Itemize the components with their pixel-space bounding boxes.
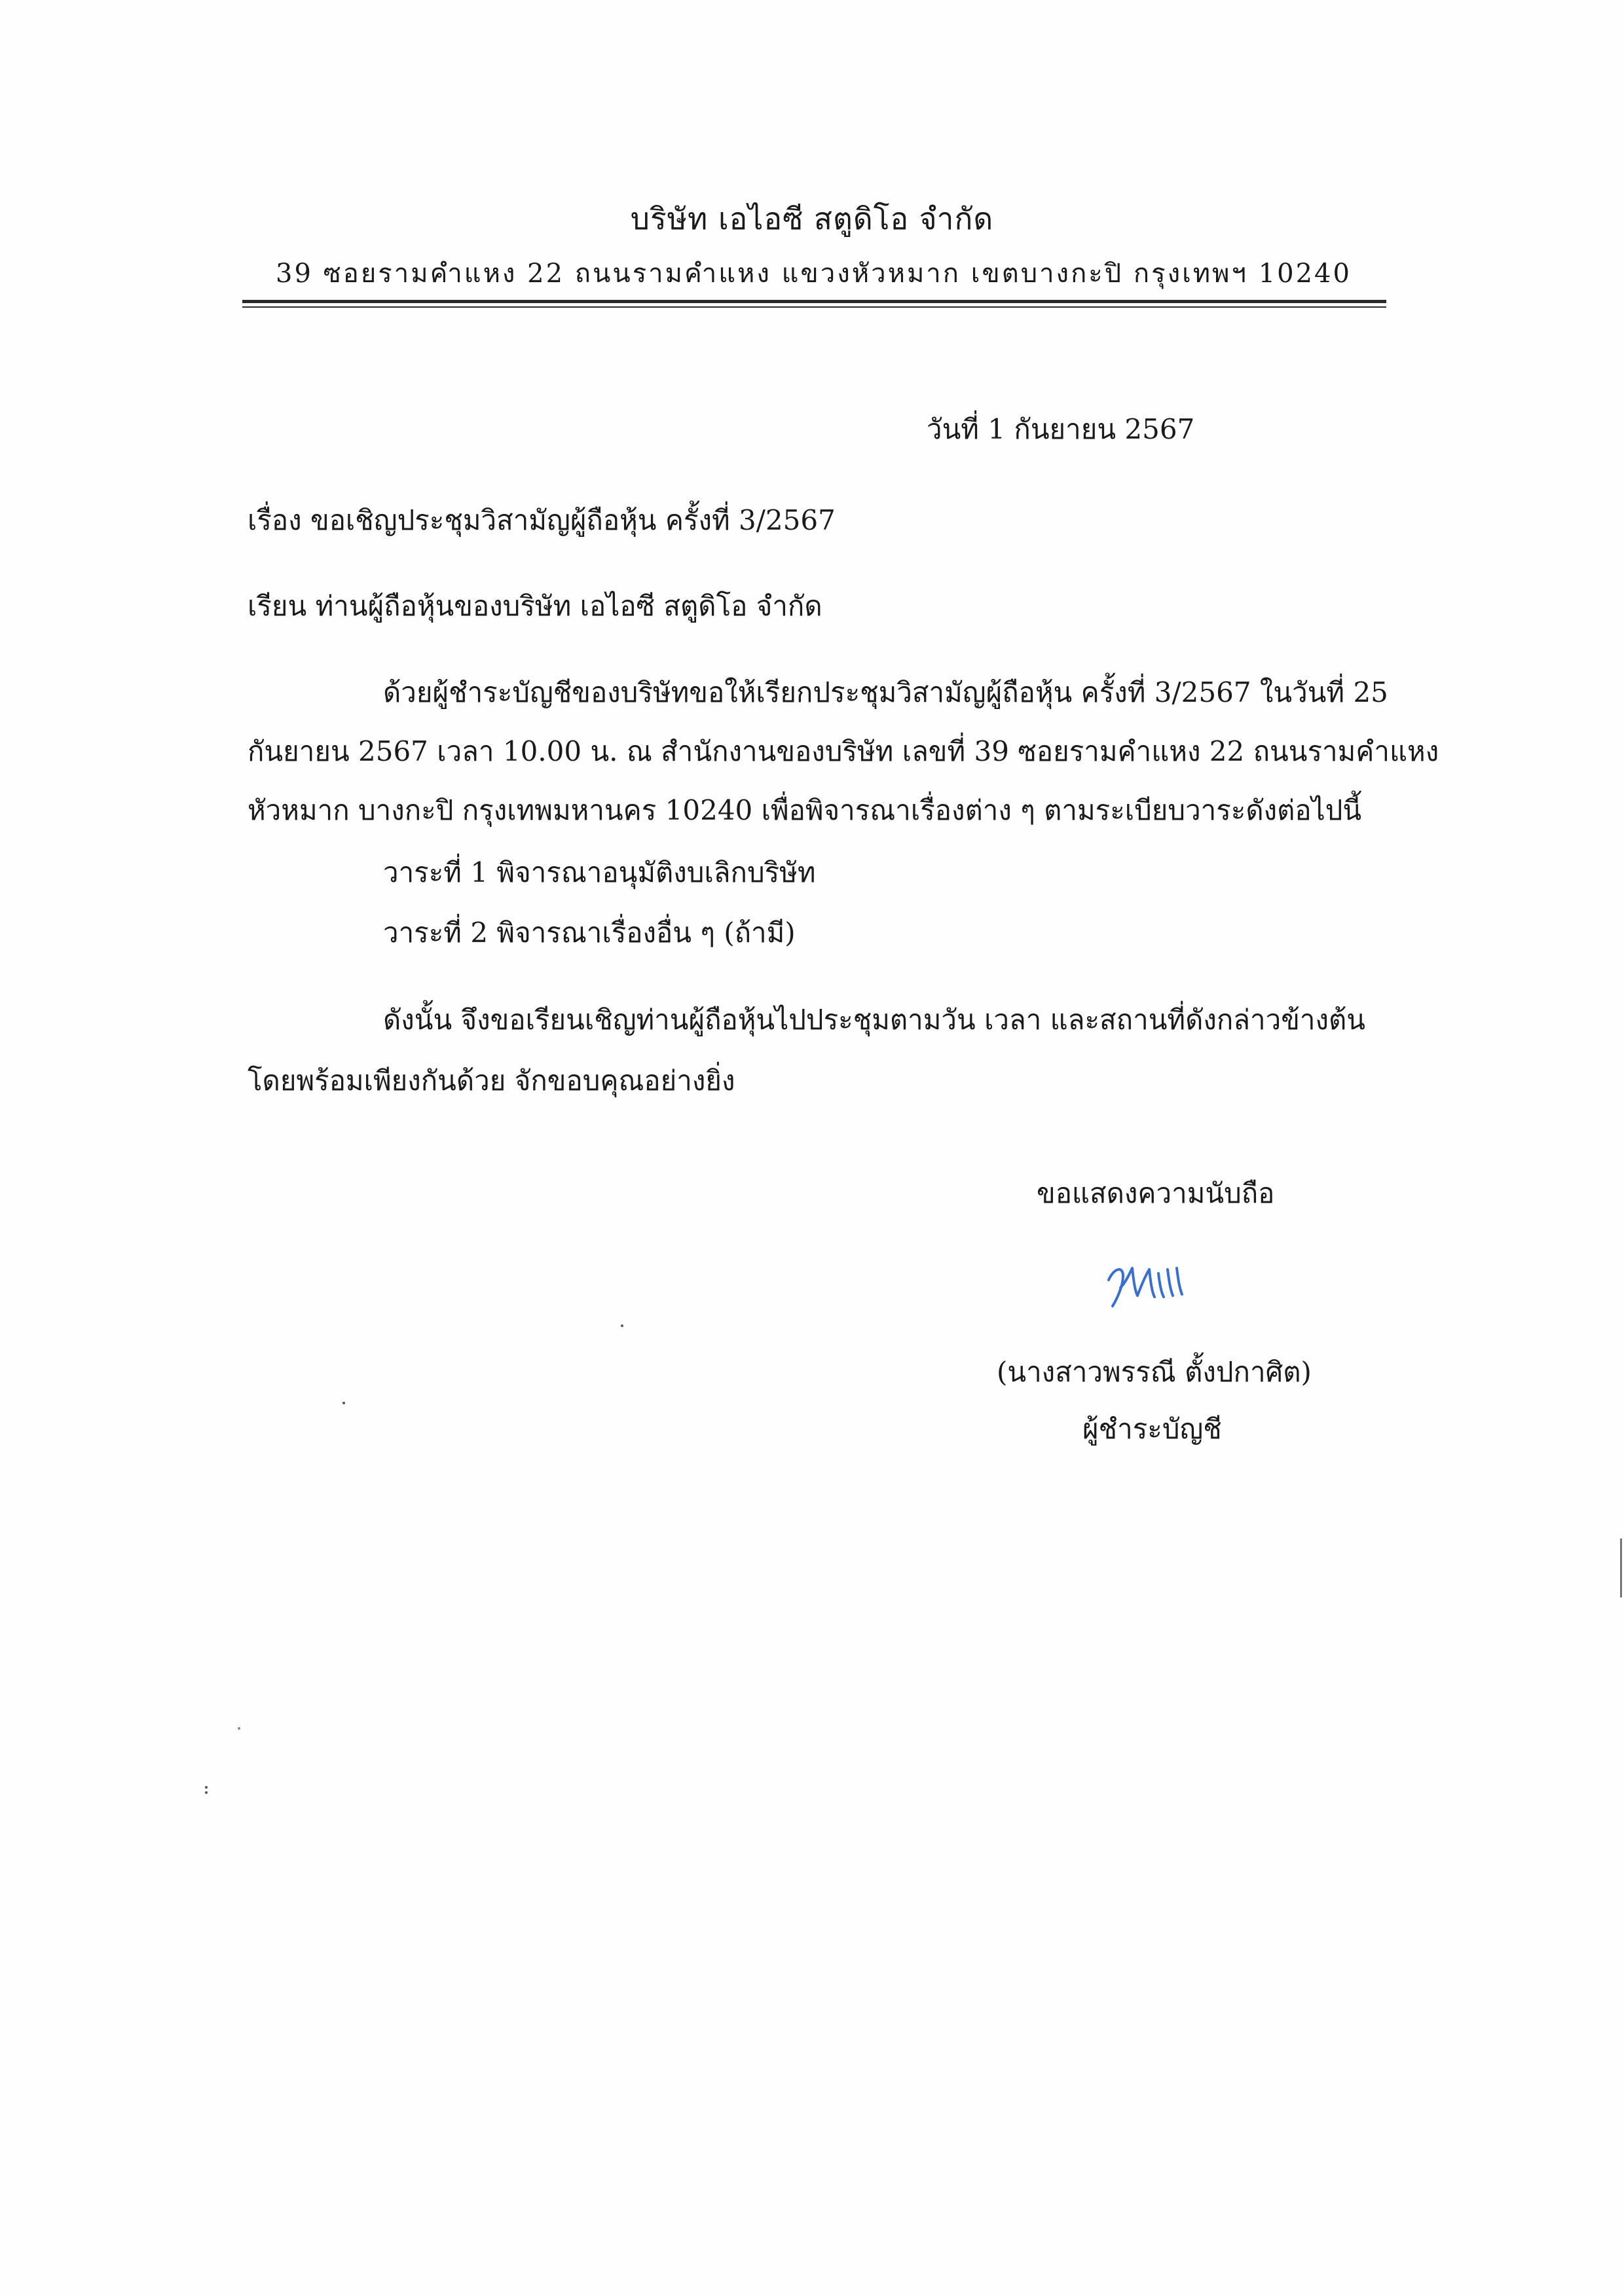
- signer-title: ผู้ชำระบัญชี: [1082, 1413, 1222, 1445]
- letterhead-rule-thick: [242, 300, 1386, 303]
- body-paragraph2-line2: โดยพร้อมเพียงกันด้วย จักขอบคุณอย่างยิ่ง: [248, 1065, 735, 1097]
- closing-salutation: ขอแสดงความนับถือ: [1037, 1177, 1275, 1209]
- signer-name: (นางสาวพรรณี ตั้งปกาศิต): [997, 1356, 1312, 1388]
- body-paragraph1-line1: ด้วยผู้ชำระบัญชีของบริษัทขอให้เรียกประชุมวิสามัญผู้ถือหุ้น ครั้งที่ 3/2567 ในวันที่ 25: [383, 676, 1388, 708]
- company-address: 39 ซอยรามคำแหง 22 ถนนรามคำแหง แขวงหัวหมาก เขตบางกะปิ กรุงเทพฯ 10240: [276, 259, 1352, 289]
- company-name: บริษัท เอไอซี สตูดิโอ จำกัด: [630, 201, 994, 236]
- body-paragraph2-line1: ดังนั้น จึงขอเรียนเชิญท่านผู้ถือหุ้นไปประชุมตามวัน เวลา และสถานที่ดังกล่าวข้างต้น: [383, 1004, 1366, 1036]
- agenda-item-2: วาระที่ 2 พิจารณาเรื่องอื่น ๆ (ถ้ามี): [383, 917, 796, 949]
- letter-addressee: เรียน ท่านผู้ถือหุ้นของบริษัท เอไอซี สตูดิโอ จำกัด: [248, 590, 822, 622]
- handwritten-signature: [1103, 1254, 1195, 1313]
- body-paragraph1-line2: กันยายน 2567 เวลา 10.00 น. ณ สำนักงานของบริษัท เลขที่ 39 ซอยรามคำแหง 22 ถนนรามคำแหง: [248, 735, 1439, 767]
- body-paragraph1-line3: หัวหมาก บางกะปิ กรุงเทพมหานคร 10240 เพื่อพิจารณาเรื่องต่าง ๆ ตามระเบียบวาระดังต่อไปนี้: [248, 794, 1362, 826]
- letter-date: วันที่ 1 กันยายน 2567: [927, 413, 1195, 445]
- letter-subject: เรื่อง ขอเชิญประชุมวิสามัญผู้ถือหุ้น ครั้งที่ 3/2567: [248, 504, 836, 536]
- agenda-item-1: วาระที่ 1 พิจารณาอนุมัติงบเลิกบริษัท: [383, 856, 816, 888]
- letterhead-rule-thin: [242, 306, 1386, 308]
